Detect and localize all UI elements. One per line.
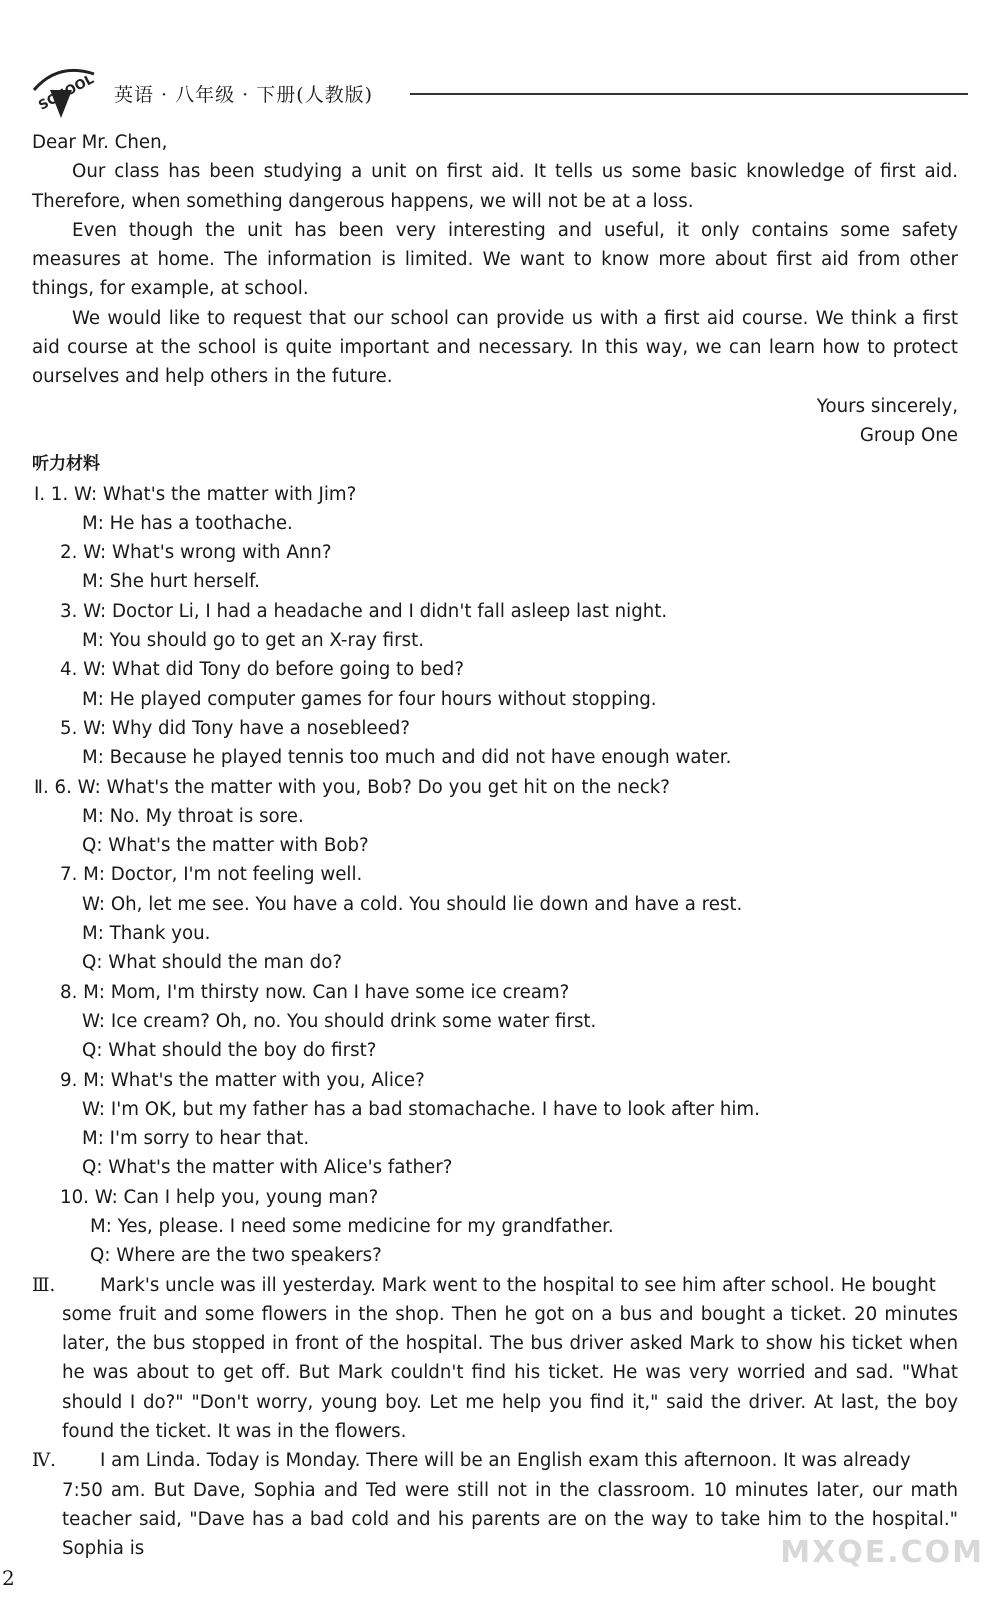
dialogue-line: Q: What's the matter with Bob? (82, 835, 369, 857)
dialogue-line: M: Thank you. (82, 923, 211, 945)
dialogue-line: M: He played computer games for four hours without stopping. (82, 688, 657, 710)
dialogue-line: M: He has a toothache. (82, 512, 293, 534)
letter-closing: Yours sincerely, (816, 395, 958, 417)
dialogue-line: Ⅰ. 1. W: What's the matter with Jim? (34, 483, 357, 505)
dialogue-line: M: No. My throat is sore. (82, 805, 304, 827)
letter-salutation: Dear Mr. Chen, (32, 132, 168, 153)
page-number: 2 (2, 1566, 15, 1590)
dialogue-line: Q: What should the man do? (82, 952, 342, 974)
dialogue-line: 4. W: What did Tony do before going to bed? (60, 659, 465, 681)
dialogue-line: 7. M: Doctor, I'm not feeling well. (60, 864, 363, 886)
book-title: 英语 · 八年级 · 下册(人教版) (114, 84, 374, 106)
watermark-logo: MXQE.COM (780, 1535, 984, 1570)
passage-three: Ⅲ. Mark's uncle was ill yesterday. Mark went to the hospital to see him after school. He bought (32, 1271, 958, 1300)
dialogue-line: M: She hurt herself. (82, 571, 260, 593)
page-content (32, 128, 958, 1564)
letter-paragraph: Our class has been studying a unit on first aid. It tells us some basic knowledge of first aid. Therefore, when something dangerous happens, we will not be at a loss. (32, 161, 958, 212)
header-divider (410, 93, 968, 95)
dialogue-line: M: Yes, please. I need some medicine for my grandfather. (90, 1215, 614, 1237)
letter-signature: Group One (859, 424, 958, 446)
dialogue-line: 10. W: Can I help you, young man? (60, 1186, 379, 1208)
dialogue-line: W: I'm OK, but my father has a bad stomachache. I have to look after him. (82, 1098, 760, 1120)
dialogue-line: 3. W: Doctor Li, I had a headache and I didn't fall asleep last night. (60, 600, 668, 622)
dialogue-line: M: Because he played tennis too much and did not have enough water. (82, 747, 732, 769)
letter-paragraph: Even though the unit has been very interesting and useful, it only contains some safety measures at home. The information is limited. We want to know more about first aid from other things, for example, at school. (32, 219, 958, 300)
dialogue-line: Ⅱ. 6. W: What's the matter with you, Bob? Do you get hit on the neck? (34, 776, 670, 798)
dialogue-line: 5. W: Why did Tony have a nosebleed? (60, 717, 411, 739)
dialogue-line: W: Oh, let me see. You have a cold. You should lie down and have a rest. (82, 893, 743, 915)
dialogue-line: 9. M: What's the matter with you, Alice? (60, 1069, 425, 1091)
dialogue-line: Q: Where are the two speakers? (90, 1245, 382, 1267)
logo-text: SCHOOL (36, 72, 97, 114)
section-number: Ⅲ. (32, 1274, 56, 1296)
passage-four: Ⅳ. I am Linda. Today is Monday. There will be an English exam this afternoon. It was already (32, 1446, 958, 1475)
listening-heading: 听力材料 (32, 454, 100, 475)
dialogue-line: Q: What should the boy do first? (82, 1040, 377, 1062)
dialogue-line: W: Ice cream? Oh, no. You should drink some water first. (82, 1010, 597, 1032)
school-logo-icon (28, 60, 108, 130)
section-number: Ⅳ. (32, 1450, 56, 1472)
dialogue-line: 2. W: What's wrong with Ann? (60, 542, 332, 564)
passage-four-continued: 7:50 am. But Dave, Sophia and Ted were still not in the classroom. 10 minutes later, our math teacher said, "Dave has a bad cold and his parents are on the way to take him to the hospital." Sophia is (62, 1479, 958, 1560)
dialogue-line: 8. M: Mom, I'm thirsty now. Can I have some ice cream? (60, 981, 570, 1003)
dialogue-line: Q: What's the matter with Alice's father? (82, 1157, 453, 1179)
letter-paragraph: We would like to request that our school can provide us with a first aid course. We think a first aid course at the school is quite important and necessary. In this way, we can learn how to protect ourselves and help others in the future. (32, 307, 958, 388)
dialogue-line: M: I'm sorry to hear that. (82, 1128, 310, 1150)
dialogue-line: M: You should go to get an X-ray first. (82, 630, 424, 652)
passage-three-continued: some fruit and some flowers in the shop. Then he got on a bus and bought a ticket. 20 minutes later, the bus stopped in front of the hospital. The bus driver asked Mark to show his ticket when he was about to get off. But Mark couldn't find his ticket. He was very worried and sad. "What should I do?" "Don't worry, young boy. Let me help you find it," said the driver. At last, the boy found the ticket. It was in the flowers. (62, 1303, 958, 1443)
page-header (28, 60, 968, 130)
